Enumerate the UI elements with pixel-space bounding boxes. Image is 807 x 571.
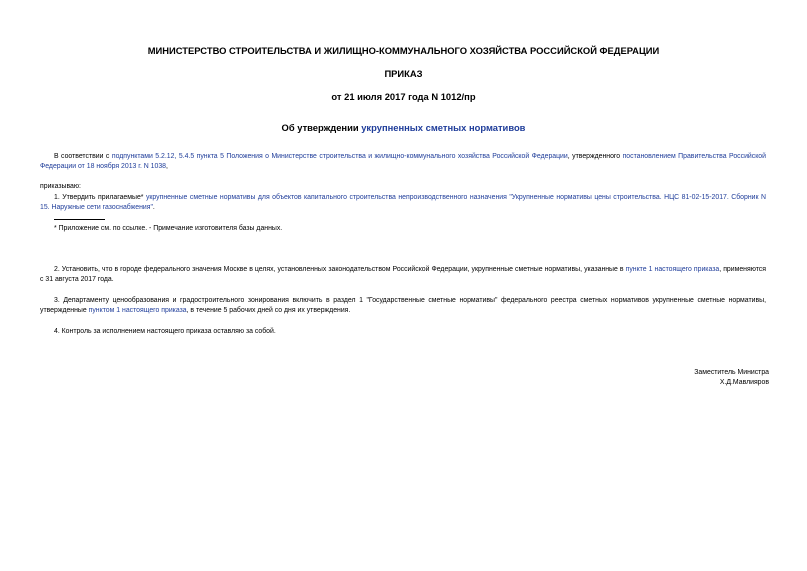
item-3-text-b: , в течение 5 рабочих дней со дня их утверждения.: [186, 306, 351, 314]
paragraph-item-4: 4. Контроль за исполнением настоящего приказа оставляю за собой.: [54, 328, 276, 335]
doc-title-prefix: Об утверждении: [281, 122, 362, 133]
government-decree-link[interactable]: постановлением Правительства Российской Федерации от 18 ноября 2013 г. N 1038: [40, 153, 766, 170]
item-3-text-a: 3. Департаменту ценообразования и градостроительного зонирования включить в раздел 1 "Государственные сметные нормативы" федерального реестра сметных нормативов укрупненные сметные нормативы, утвержденные: [40, 297, 766, 314]
doc-date-number: от 21 июля 2017 года N 1012/пр: [331, 91, 476, 102]
doc-title: [0, 122, 807, 133]
preamble-text-a: В соответствии с: [54, 153, 112, 160]
regulation-subclauses-link[interactable]: подпунктами 5.2.12, 5.4.5 пункта 5 Положения о Министерстве строительства и жилищно-коммунального хозяйства Российской Федерации: [111, 153, 568, 160]
item-1-reference-link-2[interactable]: пунктом 1 настоящего приказа: [88, 306, 187, 314]
footnote: * Приложение см. по ссылке. - Примечание изготовителя базы данных.: [54, 225, 283, 232]
paragraph-item-1: [40, 193, 766, 212]
item-2-text-a: 2. Установить, что в городе федерального значения Москве в целях, установленных законодательством Российской Федерации, укрупненные сметные нормативы, указанные в: [54, 266, 626, 273]
paragraph-item-2: [40, 265, 766, 284]
paragraph-preamble: [40, 152, 766, 171]
item-1-text-b: .: [152, 203, 155, 211]
estimate-standards-link[interactable]: укрупненные сметные нормативы для объектов капитального строительства непроизводственного назначения "Укрупненные нормативы цены строительства. НЦС 81-02-15-2017. Сборник N 15. Наружные сети газоснабжения": [40, 194, 766, 211]
preamble-text-b: , утвержденного: [567, 153, 623, 160]
preamble-text-c: ,: [166, 162, 168, 170]
item-1-text-a: 1. Утвердить прилагаемые*: [54, 194, 146, 201]
paragraph-item-3: [40, 296, 766, 315]
doc-type-heading: ПРИКАЗ: [384, 68, 423, 79]
item-2-text-b: , применяются с 31 августа 2017 года.: [40, 266, 766, 283]
ministry-heading: МИНИСТЕРСТВО СТРОИТЕЛЬСТВА И ЖИЛИЩНО-КОММУНАЛЬНОГО ХОЗЯЙСТВА РОССИЙСКОЙ ФЕДЕРАЦИИ: [147, 45, 660, 56]
doc-title-link[interactable]: укрупненных сметных нормативов: [361, 122, 526, 133]
paragraph-order-word: приказываю:: [40, 183, 81, 190]
signature-position: Заместитель Министра: [694, 369, 769, 376]
footnote-divider: [54, 219, 105, 220]
item-1-reference-link[interactable]: пункте 1 настоящего приказа: [625, 266, 720, 273]
signature-name: Х.Д.Мавлияров: [719, 379, 769, 386]
